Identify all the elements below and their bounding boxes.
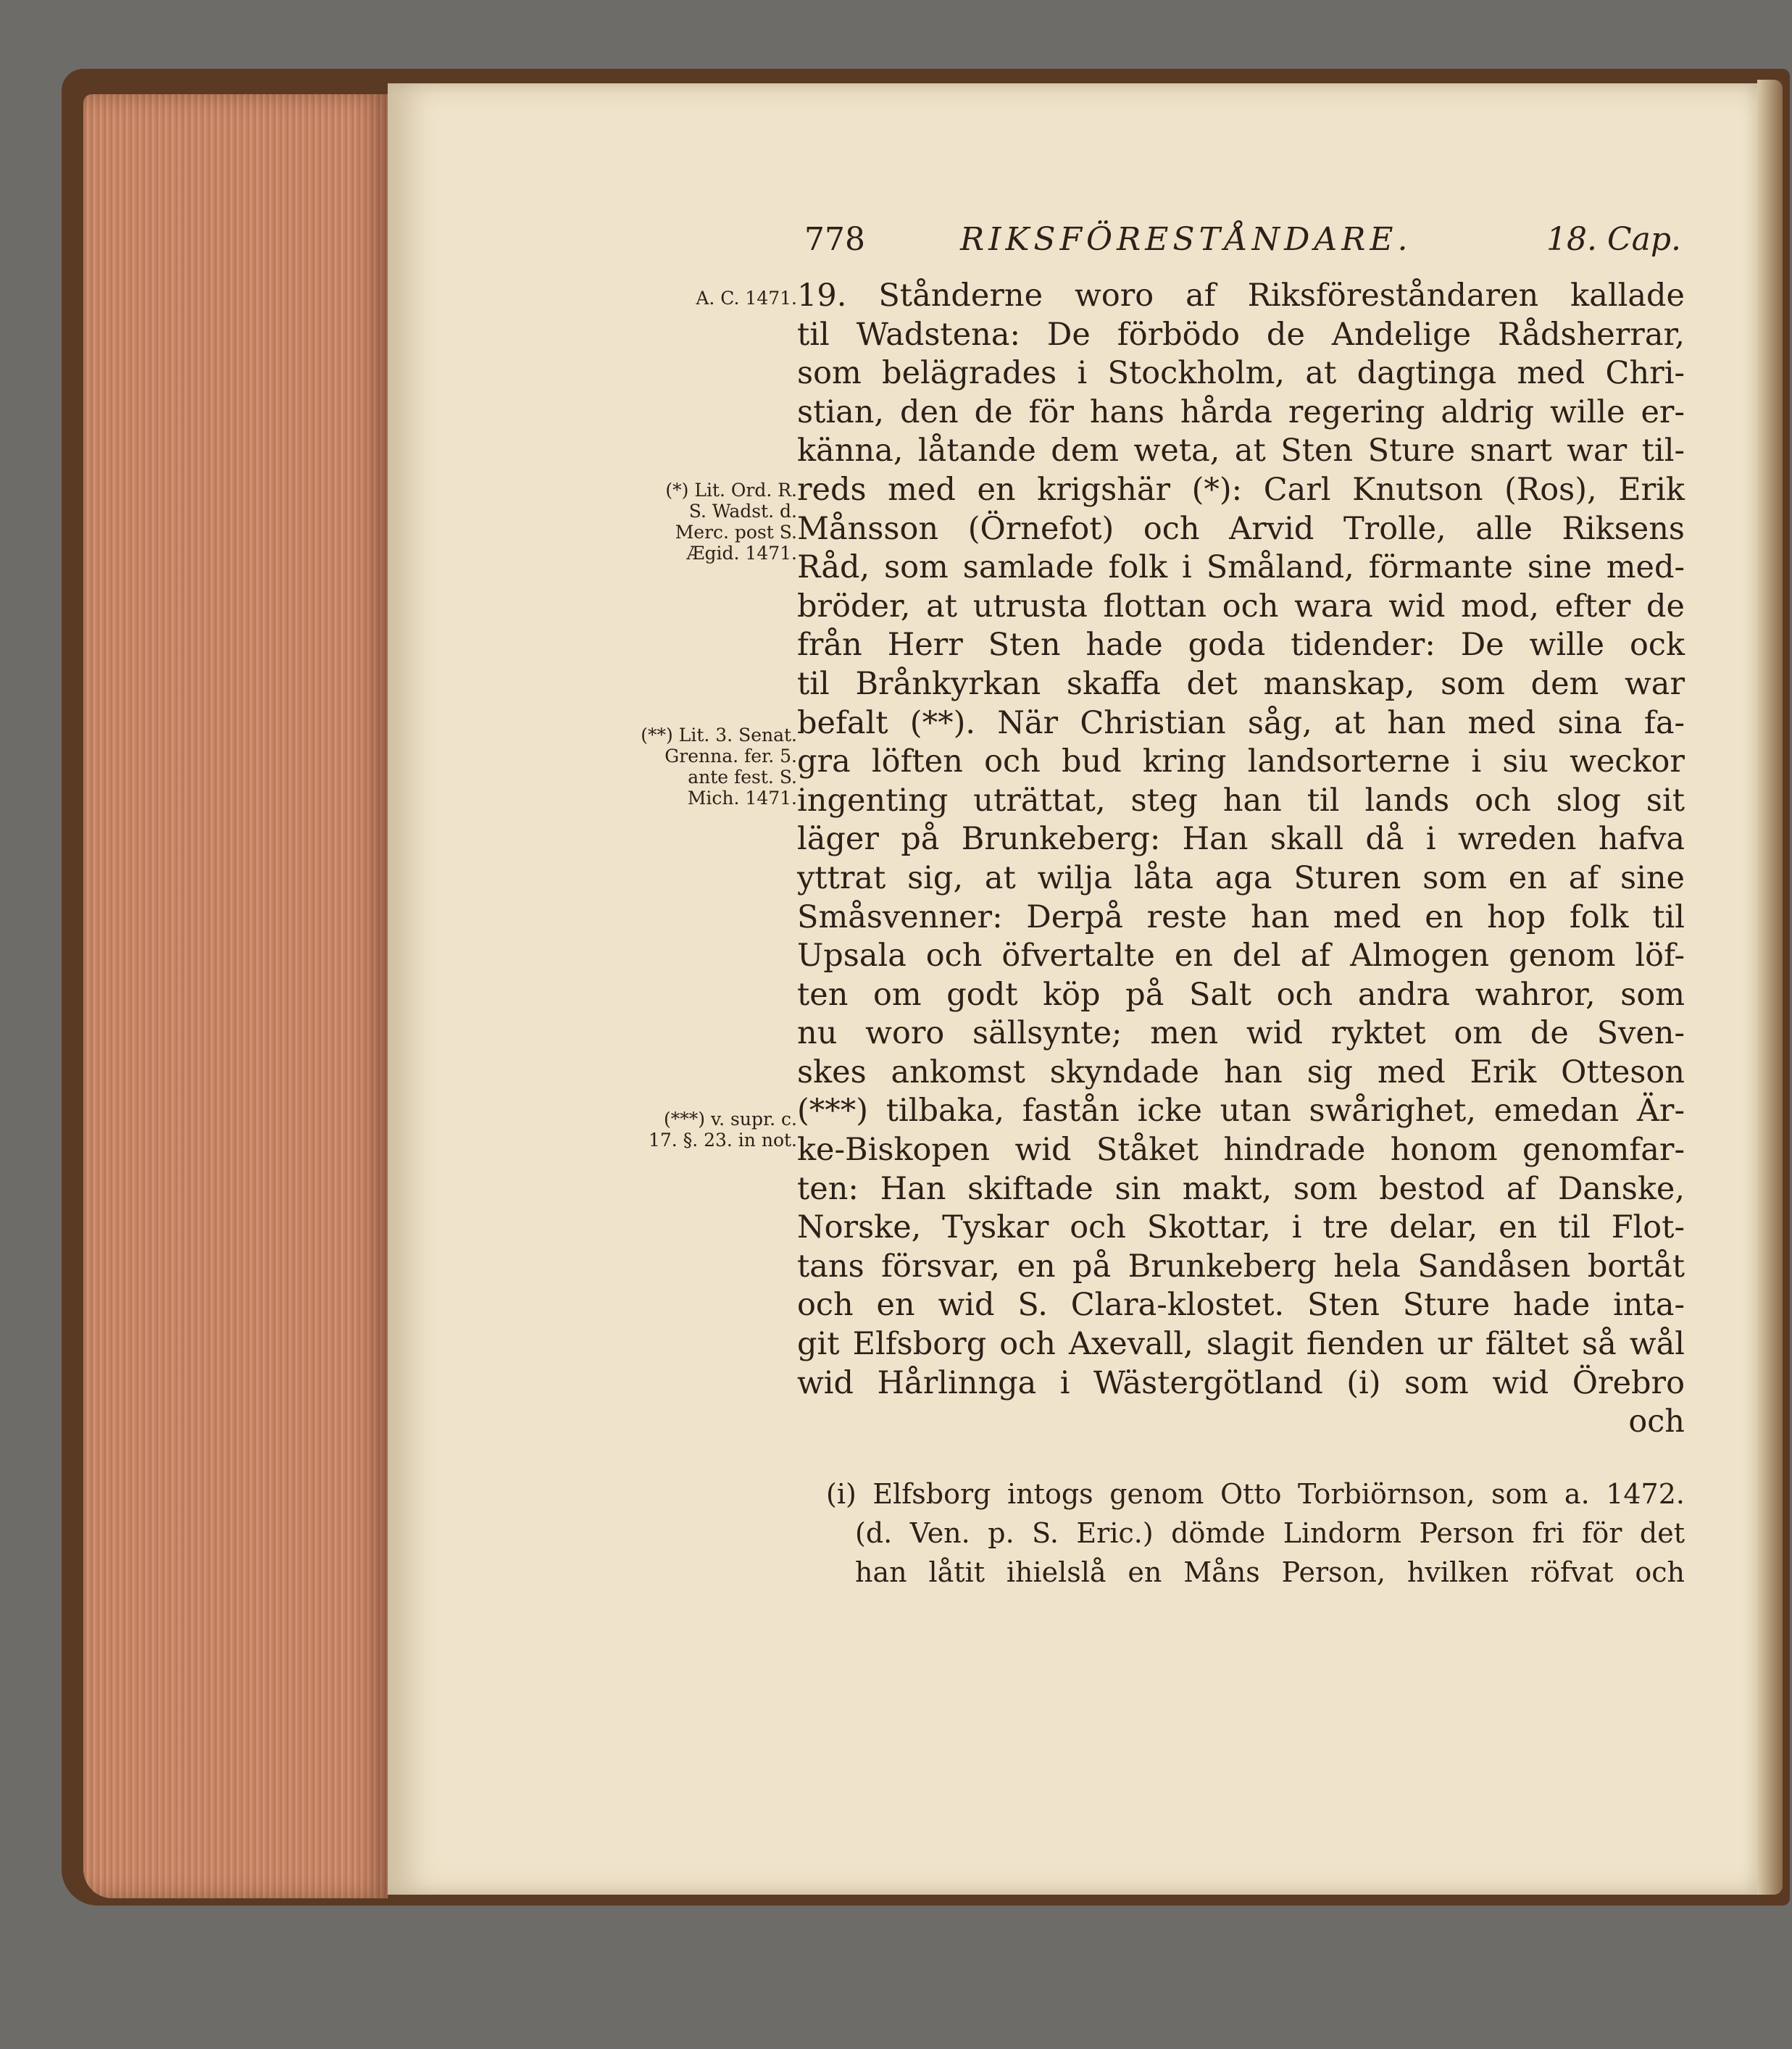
running-head: RIKSFÖRESTÅNDARE. (960, 221, 1412, 258)
text-line: och en wid S. Clara-klostet. Sten Sture hade inta- (797, 1287, 1685, 1324)
text-line: gra löften och bud kring landsorterne i siu weckor (797, 743, 1685, 780)
text-line: yttrat sig, at wilja låta aga Sturen som en af sine (797, 859, 1685, 896)
text-line: skes ankomst skyndade han sig med Erik Otteson (797, 1053, 1685, 1090)
text-line: bröder, at utrusta flottan och wara wid mod, efter de (797, 588, 1685, 625)
margin-note-line: (***) v. supr. c. (664, 1109, 797, 1130)
text-line: ingenting uträttat, steg han til lands och slog sit (797, 782, 1685, 819)
margin-note-line: ante fest. S. (688, 767, 797, 788)
text-line: från Herr Sten hade goda tidender: De wille ock (797, 627, 1685, 664)
text-line: til Brånkyrkan skaffa det manskap, som dem war (797, 665, 1685, 702)
catchword: och (1628, 1403, 1685, 1440)
text-line: Råd, som samlade folk i Småland, förmante sine med- (797, 549, 1685, 586)
text-line: känna, låtande dem weta, at Sten Sture snart war til- (797, 433, 1685, 470)
margin-note-line: Grenna. fer. 5. (664, 746, 797, 767)
text-line: Norske, Tyskar och Skottar, i tre delar, en til Flot- (797, 1209, 1685, 1246)
text-line: git Elfsborg och Axevall, slagit fienden ur fältet så wål (797, 1326, 1685, 1363)
text-line: reds med en krigshär (*): Carl Knutson (Ros), Erik (797, 471, 1685, 508)
text-line: tans försvar, en på Brunkeberg hela Sandåsen bortåt (797, 1248, 1685, 1285)
main-text (797, 277, 1685, 1442)
text-line: (***) tilbaka, fastån icke utan swårighet, emedan Är- (797, 1093, 1685, 1130)
facing-page-edge (1757, 80, 1783, 1895)
text-line: nu woro sällsynte; men wid ryktet om de Sven- (797, 1015, 1685, 1052)
margin-note-line: A. C. 1471. (696, 288, 797, 309)
margin-note (623, 480, 797, 564)
page-block-edge (83, 94, 388, 1898)
text-line: Månsson (Örnefot) och Arvid Trolle, alle Riksens (797, 510, 1685, 547)
chapter-label: 18. Cap. (1546, 221, 1681, 258)
text-line: til Wadstena: De förbödo de Andelige Rådsherrar, (797, 316, 1685, 353)
footnote-line: han låtit ihielslå en Måns Person, hvilken röfvat och (855, 1556, 1685, 1588)
margin-note-line: 17. §. 23. in not. (649, 1130, 797, 1151)
footnote-line: (d. Ven. p. S. Eric.) dömde Lindorm Person fri för det (855, 1517, 1685, 1549)
text-line: befalt (**). När Christian såg, at han med sina fa- (797, 704, 1685, 741)
text-line: stian, den de för hans hårda regering aldrig wille er- (797, 393, 1685, 430)
margin-note (623, 288, 797, 309)
text-line: 19. Stånderne woro af Riksföreståndaren kallade (797, 277, 1685, 314)
margin-note (623, 1109, 797, 1151)
page-header (804, 221, 1681, 264)
text-line: läger på Brunkeberg: Han skall då i wreden hafva (797, 821, 1685, 858)
text-line: Upsala och öfvertalte en del af Almogen genom löf- (797, 938, 1685, 975)
text-line: Småsvenner: Derpå reste han med en hop folk til (797, 898, 1685, 935)
text-line: som belägrades i Stockholm, at dagtinga med Chri- (797, 355, 1685, 392)
text-line: ten om godt köp på Salt och andra wahror, som (797, 976, 1685, 1013)
margin-note-line: (*) Lit. Ord. R. (665, 480, 797, 501)
footnote (797, 1474, 1685, 1592)
margin-note-line: S. Wadst. d. (688, 501, 797, 522)
margin-note (623, 725, 797, 809)
margin-note-line: Merc. post S. (675, 522, 797, 543)
margin-note-line: Ægid. 1471. (686, 543, 797, 564)
margin-note-line: Mich. 1471. (687, 788, 797, 809)
text-line: wid Hårlinnga i Wästergötland (i) som wid Örebro (797, 1364, 1685, 1401)
text-line: ke-Biskopen wid Ståket hindrade honom genomfar- (797, 1132, 1685, 1169)
text-line: ten: Han skiftade sin makt, som bestod af Danske, (797, 1170, 1685, 1207)
page-number: 778 (804, 221, 865, 258)
footnote-line: (i) Elfsborg intogs genom Otto Torbiörnson, som a. 1472. (826, 1478, 1685, 1510)
margin-note-line: (**) Lit. 3. Senat. (641, 725, 797, 746)
